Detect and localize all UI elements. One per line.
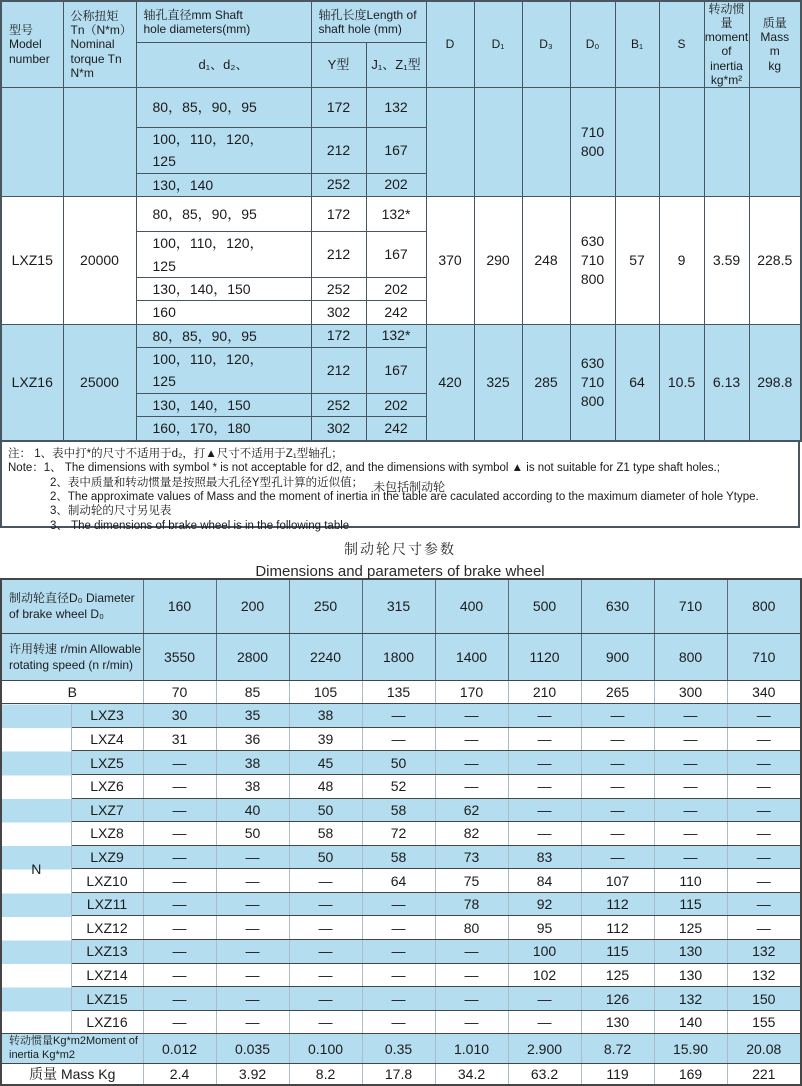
d1-cell: 290 [474,197,522,325]
inertia-value-cell: 15.90 [654,1034,727,1064]
shaft-diameters-cell: 100，110，120， 125 [136,127,311,173]
y-length-cell: 302 [311,417,366,441]
shaft-diameters-cell: 80，85，90，95 [136,87,311,127]
n-value-cell: — [435,751,508,775]
n-value-cell: — [216,916,289,940]
n-value-cell: 50 [289,798,362,822]
n-value-cell: — [143,987,216,1011]
brake-wheel-title-zh: 制动轮尺寸参数 [344,540,456,557]
col-header-shaft-diameter: 轴孔直径mm Shaft hole diameters(mm) [136,1,311,43]
diameter-row-label: 制动轮直径D₀ Diameter of brake wheel D₀ [1,579,143,634]
col-header-model: 型号 Model number [1,1,63,87]
n-value-cell: — [362,987,435,1011]
b-value-cell: 85 [216,681,289,704]
torque-cell: 20000 [63,197,136,325]
coupling-spec-table [0,0,802,442]
n-value-cell: 62 [435,798,508,822]
n-value-cell: — [362,1010,435,1034]
diameter-value-cell: 500 [508,579,581,634]
brake-wheel-table [0,578,802,1086]
n-value-cell: — [654,845,727,869]
n-value-cell: 115 [581,940,654,964]
model-row-label: LXZ13 [71,940,143,964]
n-value-cell: 84 [508,869,581,893]
mass-row-label: 质量 Mass Kg [1,1064,143,1086]
n-value-cell: 132 [727,963,801,987]
diameter-value-cell: 800 [727,579,801,634]
n-value-cell: — [216,845,289,869]
col-header-inertia: 转动惯量 moment of inertia kg*m² [704,2,749,87]
mass-value-cell: 2.4 [143,1064,216,1086]
y-length-cell: 302 [311,301,366,324]
n-column-label: N [1,704,71,1034]
n-value-cell: 83 [508,845,581,869]
model-row-label: LXZ12 [71,916,143,940]
n-value-cell: — [143,916,216,940]
n-value-cell: 39 [289,727,362,751]
inertia-value-cell: 2.900 [508,1034,581,1064]
jz-length-cell: 132 [366,87,426,127]
jz-length-cell: 167 [366,348,426,394]
n-value-cell: — [508,774,581,798]
jz-length-cell: 202 [366,173,426,196]
d3-cell [522,87,570,196]
shaft-diameters-cell: 80，85，90，95 [136,197,311,232]
mass-value-cell: 63.2 [508,1064,581,1086]
diameter-value-cell: 200 [216,579,289,634]
n-value-cell: — [143,751,216,775]
n-value-cell: — [289,963,362,987]
note-line-zh-2-text: 2、表中质量和转动惯量是按照最大孔径Y型孔计算的近似值； [50,477,364,490]
model-row-label: LXZ5 [71,751,143,775]
y-length-cell: 212 [311,232,366,278]
n-value-cell: — [508,727,581,751]
jz-length-cell: 132* [366,197,426,232]
shaft-diameters-cell: 160，170，180 [136,417,311,441]
model-row-label: LXZ6 [71,774,143,798]
n-value-cell: 72 [362,822,435,846]
n-value-cell: 115 [654,892,727,916]
n-value-cell: — [362,704,435,728]
n-value-cell: 126 [581,987,654,1011]
torque-cell: 25000 [63,324,136,440]
speed-value-cell: 1800 [362,634,435,681]
n-value-cell: — [727,845,801,869]
n-value-cell: — [727,727,801,751]
n-value-cell: — [654,751,727,775]
mass-cell [749,87,801,196]
diameter-value-cell: 630 [581,579,654,634]
speed-value-cell: 1400 [435,634,508,681]
mass-cell: 228.5 [749,197,801,325]
col-header-b1: B₁ [615,1,659,87]
diameter-value-cell: 160 [143,579,216,634]
n-value-cell: 82 [435,822,508,846]
col-header-mass: 质量 Mass m kg [749,1,801,87]
inertia-value-cell: 8.72 [581,1034,654,1064]
n-value-cell: 38 [289,704,362,728]
b-value-cell: 170 [435,681,508,704]
n-value-cell: 92 [508,892,581,916]
jz-length-cell: 132* [366,324,426,347]
b-row-label: B [1,681,143,704]
s-cell: 9 [659,197,704,325]
jz-length-cell: 242 [366,301,426,324]
diameter-value-cell: 315 [362,579,435,634]
section-titles [0,528,800,578]
shaft-diameters-cell: 100，110，120， 125 [136,348,311,394]
n-value-cell: 112 [581,892,654,916]
y-length-cell: 212 [311,127,366,173]
n-value-cell: 132 [654,987,727,1011]
s-cell: 10.5 [659,324,704,440]
d0-cell: 710 800 [570,87,615,196]
col-header-d0: D₀ [570,1,615,87]
n-value-cell: 35 [216,704,289,728]
diameter-value-cell: 400 [435,579,508,634]
b-value-cell: 340 [727,681,801,704]
inertia-value-cell: 1.010 [435,1034,508,1064]
n-value-cell: 125 [654,916,727,940]
y-length-cell: 212 [311,348,366,394]
model-row-label: LXZ11 [71,892,143,916]
d0-cell: 630 710 800 [570,197,615,325]
y-length-cell: 172 [311,197,366,232]
mass-value-cell: 169 [654,1064,727,1086]
n-value-cell: 50 [289,845,362,869]
n-value-cell: — [727,798,801,822]
n-value-cell: — [435,940,508,964]
n-value-cell: — [289,916,362,940]
model-row-label: LXZ10 [71,869,143,893]
n-value-cell: 102 [508,963,581,987]
n-value-cell: — [143,822,216,846]
n-value-cell: — [508,1010,581,1034]
n-value-cell: — [289,1010,362,1034]
n-value-cell: — [508,704,581,728]
n-value-cell: 110 [654,869,727,893]
n-value-cell: — [216,987,289,1011]
shaft-diameters-cell: 130，140 [136,173,311,196]
col-header-torque: 公称扭矩 Tn（N*m） Nominal torque Tn N*m [63,1,136,87]
n-value-cell: — [435,963,508,987]
n-value-cell: 40 [216,798,289,822]
note-line-en-3: 3、 The dimensions of brake wheel is in the following table [50,519,350,532]
n-value-cell: 78 [435,892,508,916]
n-value-cell: — [654,798,727,822]
n-value-cell: — [143,1010,216,1034]
inertia-value-cell: 0.35 [362,1034,435,1064]
b-value-cell: 300 [654,681,727,704]
y-length-cell: 252 [311,173,366,196]
n-value-cell: — [654,774,727,798]
inertia-value-cell: 20.08 [727,1034,801,1064]
n-value-cell: 132 [727,940,801,964]
n-value-cell: — [362,916,435,940]
d1-cell: 325 [474,324,522,440]
n-value-cell: — [727,916,801,940]
model-row-label: LXZ16 [71,1010,143,1034]
model-cell: LXZ16 [1,324,63,440]
d-cell: 370 [426,197,474,325]
n-value-cell: — [289,987,362,1011]
n-value-cell: — [143,940,216,964]
n-value-cell: — [508,751,581,775]
speed-value-cell: 710 [727,634,801,681]
inertia-cell: 3.59 [704,197,749,325]
model-cell: LXZ15 [1,197,63,325]
n-value-cell: 50 [362,751,435,775]
n-value-cell: 45 [289,751,362,775]
jz-length-cell: 167 [366,127,426,173]
b-value-cell: 105 [289,681,362,704]
d-cell: 420 [426,324,474,440]
b-value-cell: 265 [581,681,654,704]
n-value-cell: — [581,845,654,869]
jz-length-cell: 242 [366,417,426,441]
n-value-cell: — [581,774,654,798]
n-value-cell: — [654,704,727,728]
b1-cell: 57 [615,197,659,325]
n-value-cell: — [727,869,801,893]
col-header-jz-type: J₁、Z₁型 [366,43,426,88]
n-value-cell: 125 [581,963,654,987]
d-cell [426,87,474,196]
mass-value-cell: 221 [727,1064,801,1086]
brake-wheel-title-en: Dimensions and parameters of brake wheel [255,562,545,580]
note-line-en-1: Note：1、 The dimensions with symbol * is not acceptable for d2, and the dimensions with symbol ▲ is not suitable for Z1 type shaft holes.; [8,461,720,474]
shaft-diameters-cell: 130，140，150 [136,277,311,300]
n-value-cell: — [435,704,508,728]
n-value-cell: — [581,822,654,846]
notes-box [0,442,800,532]
speed-value-cell: 900 [581,634,654,681]
jz-length-cell: 202 [366,393,426,416]
mass-value-cell: 3.92 [216,1064,289,1086]
n-value-cell: — [581,704,654,728]
n-value-cell: 130 [654,940,727,964]
n-value-cell: 58 [362,798,435,822]
col-header-d1d2: d₁、d₂、 [136,43,311,88]
mass-value-cell: 34.2 [435,1064,508,1086]
diameter-value-cell: 710 [654,579,727,634]
inertia-cell: 6.13 [704,324,749,440]
y-length-cell: 252 [311,393,366,416]
n-value-cell: — [216,940,289,964]
n-value-cell: — [289,892,362,916]
n-value-cell: 155 [727,1010,801,1034]
b1-cell [615,87,659,196]
model-row-label: LXZ3 [71,704,143,728]
n-value-cell: — [727,751,801,775]
n-value-cell: — [216,892,289,916]
col-header-y-type: Y型 [311,43,366,88]
note-line-zh-1: 注： 1、表中打*的尺寸不适用于d₂，打▲尺寸不适用于Z₁型轴孔； [8,447,343,460]
n-value-cell: — [727,774,801,798]
n-value-cell: — [143,892,216,916]
inertia-value-cell: 0.100 [289,1034,362,1064]
model-row-label: LXZ15 [71,987,143,1011]
n-value-cell: — [508,798,581,822]
n-value-cell: — [435,987,508,1011]
d0-cell: 630 710 800 [570,324,615,440]
n-value-cell: — [727,704,801,728]
n-value-cell: 140 [654,1010,727,1034]
n-value-cell: — [216,963,289,987]
n-value-cell: — [727,892,801,916]
n-value-cell: 38 [216,774,289,798]
col-header-d: D [426,1,474,87]
n-value-cell: 64 [362,869,435,893]
y-length-cell: 172 [311,324,366,347]
n-value-cell: — [435,1010,508,1034]
speed-row-label: 许用转速 r/min Allowable rotating speed (n r/min) [1,634,143,681]
n-value-cell: 50 [216,822,289,846]
n-value-cell: — [654,727,727,751]
shaft-diameters-cell: 80，85，90，95 [136,324,311,347]
note-annotation: 未包括制动轮 [373,480,446,495]
n-value-cell: — [435,727,508,751]
n-value-cell: 52 [362,774,435,798]
n-value-cell: — [362,963,435,987]
n-value-cell: 36 [216,727,289,751]
n-value-cell: — [216,1010,289,1034]
s-cell [659,87,704,196]
n-value-cell: — [289,869,362,893]
n-value-cell: 73 [435,845,508,869]
shaft-diameters-cell: 100，110，120， 125 [136,232,311,278]
n-value-cell: — [143,798,216,822]
n-value-cell: — [143,963,216,987]
n-value-cell: — [727,822,801,846]
n-value-cell: 75 [435,869,508,893]
n-value-cell: 58 [362,845,435,869]
n-value-cell: — [581,751,654,775]
speed-value-cell: 3550 [143,634,216,681]
inertia-value-cell: 0.012 [143,1034,216,1064]
b1-cell: 64 [615,324,659,440]
model-row-label: LXZ7 [71,798,143,822]
n-value-cell: — [362,892,435,916]
shaft-diameters-cell: 130，140，150 [136,393,311,416]
b-value-cell: 135 [362,681,435,704]
speed-value-cell: 1120 [508,634,581,681]
torque-cell [63,87,136,196]
d3-cell: 248 [522,197,570,325]
n-value-cell: — [143,845,216,869]
n-value-cell: 130 [581,1010,654,1034]
n-value-cell: — [143,869,216,893]
model-cell [1,87,63,196]
shaft-diameters-cell: 160 [136,301,311,324]
n-value-cell: — [362,727,435,751]
n-value-cell: — [435,774,508,798]
n-value-cell: 150 [727,987,801,1011]
col-header-d1: D₁ [474,1,522,87]
mass-value-cell: 8.2 [289,1064,362,1086]
n-value-cell: — [289,940,362,964]
model-row-label: LXZ4 [71,727,143,751]
model-row-label: LXZ8 [71,822,143,846]
model-row-label: LXZ14 [71,963,143,987]
n-value-cell: 107 [581,869,654,893]
b-value-cell: 70 [143,681,216,704]
y-length-cell: 172 [311,87,366,127]
diameter-value-cell: 250 [289,579,362,634]
n-value-cell: 112 [581,916,654,940]
inertia-cell [704,87,749,196]
n-value-cell: — [362,940,435,964]
n-value-cell: — [508,822,581,846]
mass-value-cell: 17.8 [362,1064,435,1086]
n-value-cell: 130 [654,963,727,987]
d1-cell [474,87,522,196]
inertia-row-label: 转动惯量Kg*m2Moment of inertia Kg*m2 [1,1034,143,1064]
n-value-cell: — [581,798,654,822]
n-value-cell: 48 [289,774,362,798]
note-line-zh-3: 3、制动轮的尺寸另见表 [50,505,172,518]
mass-value-cell: 119 [581,1064,654,1086]
n-value-cell: — [216,869,289,893]
n-value-cell: 100 [508,940,581,964]
note-line-zh-2 [8,475,798,495]
d3-cell: 285 [522,324,570,440]
inertia-value-cell: 0.035 [216,1034,289,1064]
n-value-cell: 80 [435,916,508,940]
n-value-cell: 58 [289,822,362,846]
note-line-en-2: 2、The approximate values of Mass and the moment of inertia in the table are caculated according to the maximum diameter of hole Ytype. [50,491,759,504]
n-value-cell: 30 [143,704,216,728]
n-value-cell: 38 [216,751,289,775]
n-value-cell: 31 [143,727,216,751]
col-header-shaft-length: 轴孔长度Length of shaft hole (mm) [311,1,426,43]
n-value-cell: — [508,987,581,1011]
col-header-s: S [659,1,704,87]
jz-length-cell: 202 [366,277,426,300]
col-header-d3: D₃ [522,1,570,87]
n-value-cell: — [654,822,727,846]
speed-value-cell: 800 [654,634,727,681]
n-value-cell: — [143,774,216,798]
y-length-cell: 252 [311,277,366,300]
jz-length-cell: 167 [366,232,426,278]
model-row-label: LXZ9 [71,845,143,869]
speed-value-cell: 2240 [289,634,362,681]
n-value-cell: 95 [508,916,581,940]
mass-cell: 298.8 [749,324,801,440]
b-value-cell: 210 [508,681,581,704]
speed-value-cell: 2800 [216,634,289,681]
n-value-cell: — [581,727,654,751]
